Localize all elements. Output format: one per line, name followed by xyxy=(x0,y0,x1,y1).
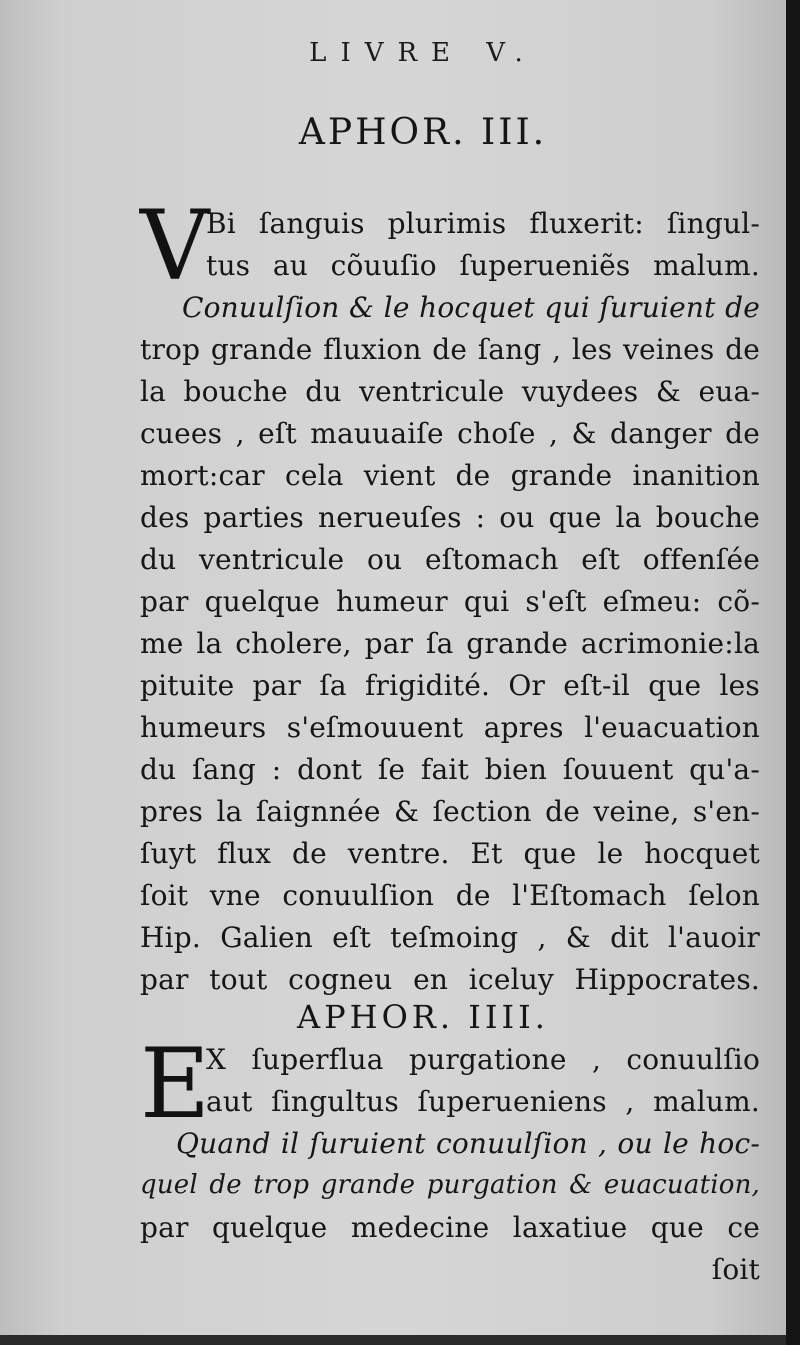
text-line: Bi ſanguis plurimis fluxerit: ſingul- xyxy=(206,207,760,240)
text-line: mort:car cela vient de grande inanition xyxy=(140,459,760,492)
aphorism-heading: APHOR. IIII. xyxy=(297,998,549,1036)
text-line: aut ſingultus ſuperueniens , malum. xyxy=(206,1085,760,1118)
drop-cap: E xyxy=(140,1028,211,1140)
text-line: Hip. Galien eſt teſmoing , & dit l'auoir xyxy=(140,921,760,954)
text-line: ſuyt flux de ventre. Et que le hocquet xyxy=(140,837,760,870)
running-head: LIVRE V. xyxy=(309,38,537,68)
text-line: par tout cogneu en iceluy Hippocrates. xyxy=(140,963,760,996)
text-line: humeurs s'eſmouuent apres l'euacuation xyxy=(140,711,760,744)
drop-cap: V xyxy=(140,190,210,302)
aphorism-heading: APHOR. III. xyxy=(298,112,548,153)
page-edge-shadow xyxy=(786,0,800,1345)
text-line: la bouche du ventricule vuydees & eua- xyxy=(140,375,760,408)
text-line: par quelque medecine laxatiue que ce xyxy=(140,1211,760,1244)
text-line: pres la ſaignnée & ſection de veine, s'en- xyxy=(140,795,760,828)
catchword: ſoit xyxy=(711,1253,760,1286)
text-line: cuees , eſt mauuaiſe choſe , & danger de xyxy=(140,417,760,450)
text-line: tus au cõuuſio ſuperueniẽs malum. xyxy=(206,249,760,282)
text-line: du ventricule ou eſtomach eſt offenſée xyxy=(140,543,760,576)
text-line: trop grande fluxion de ſang , les veines de xyxy=(140,333,760,366)
text-line: des parties nerueuſes : ou que la bouche xyxy=(140,501,760,534)
text-line: pituite par ſa frigidité. Or eſt-il que les xyxy=(140,669,760,702)
text-line: X ſuperflua purgatione , conuulſio xyxy=(206,1043,760,1076)
text-line: Conuulſion & le hocquet qui ſuruient de xyxy=(182,291,760,324)
text-line: quel de trop grande purgation & euacuation, xyxy=(140,1170,760,1200)
text-line: par quelque humeur qui s'eſt eſmeu: cõ- xyxy=(140,585,760,618)
text-line: du ſang : dont ſe fait bien ſouuent qu'a- xyxy=(140,753,760,786)
text-line: me la cholere, par ſa grande acrimonie:la xyxy=(140,627,760,660)
text-line: ſoit vne conuulſion de l'Eſtomach ſelon xyxy=(140,879,760,912)
text-line: Quand il ſuruient conuulſion , ou le hoc- xyxy=(176,1127,760,1160)
